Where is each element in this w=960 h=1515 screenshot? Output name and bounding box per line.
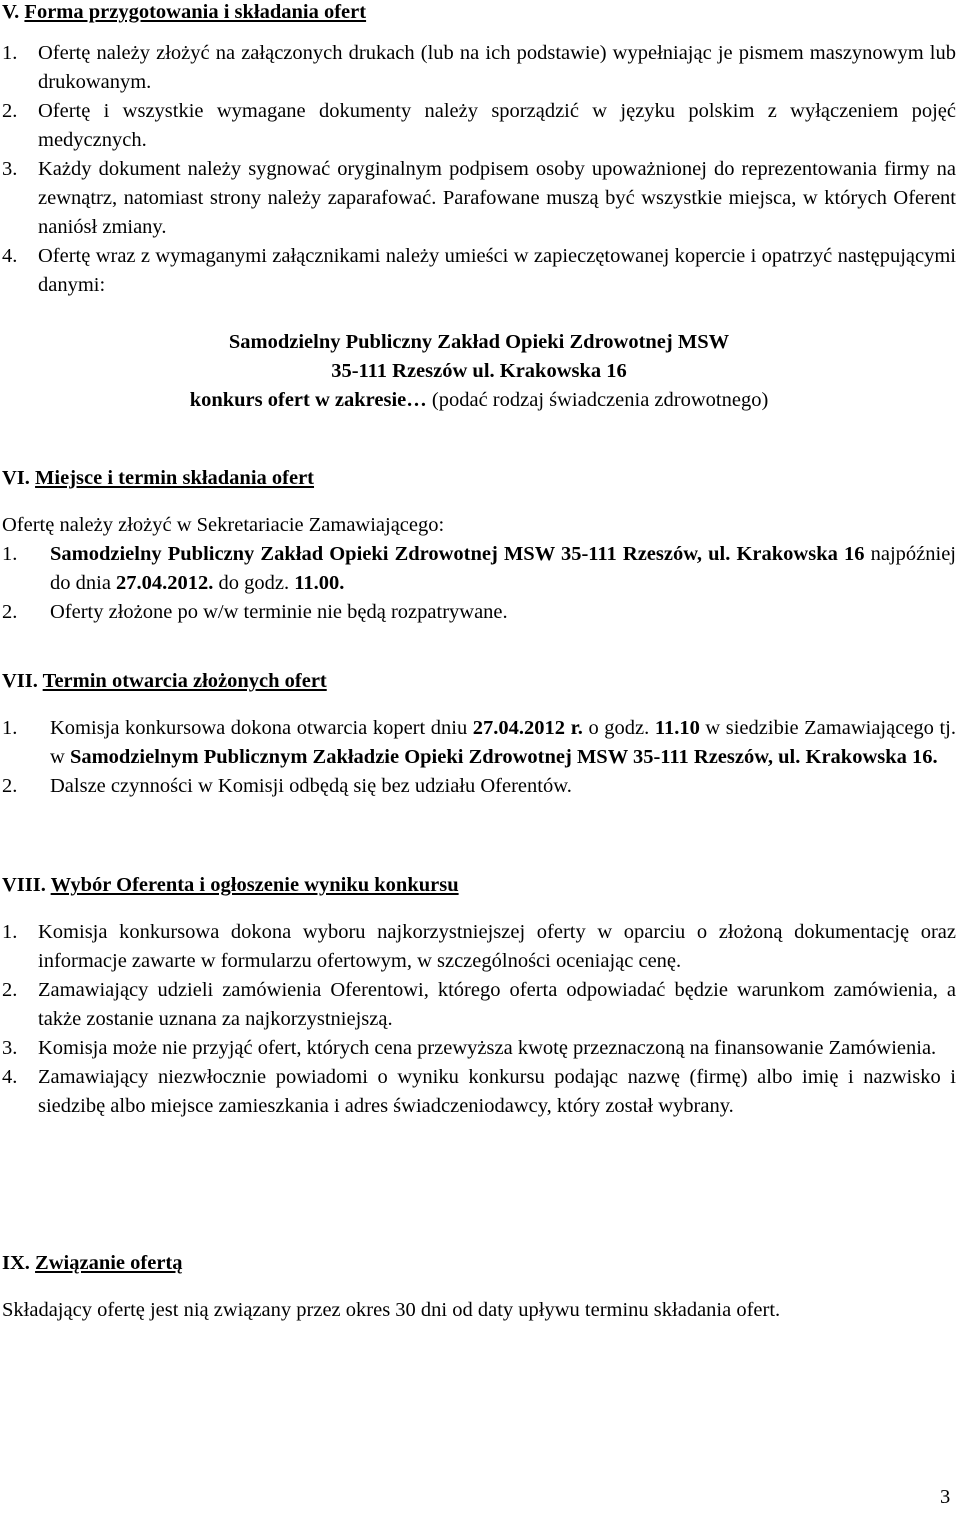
list-item: 2. Zamawiający udzieli zamówienia Oferentowi, którego oferta odpowiadać będzie warunkom zamówienia, a także zostanie uznana za najkorzystniejszą. xyxy=(2,979,956,1030)
list-item: 3. Komisja może nie przyjąć ofert, których cena przewyższa kwotę przeznaczoną na finansowanie Zamówienia. xyxy=(2,1037,937,1059)
section-viii-number: VIII. xyxy=(2,874,46,896)
list-item: 3. Każdy dokument należy sygnować oryginalnym podpisem osoby upoważnionej do reprezentowania firmy na zewnątrz, natomiast strony należy zaparafować. Parafowane muszą być wszystkie miejsca, w których Oferent naniósł zmiany. xyxy=(2,158,956,238)
section-vii-list xyxy=(2,714,956,801)
envelope-label xyxy=(2,328,956,415)
section-v xyxy=(2,0,956,415)
list-item: 4. Ofertę wraz z wymaganymi załącznikami należy umieści w zapieczętowanej kopercie i opatrzyć następującymi danymi: xyxy=(2,245,956,296)
list-item: 2. Ofertę i wszystkie wymagane dokumenty należy sporządzić w języku polskim z wyłączeniem pojęć medycznych. xyxy=(2,100,956,151)
section-viii-title: Wybór Oferenta i ogłoszenie wyniku konkursu xyxy=(50,874,459,896)
section-ix xyxy=(2,1249,956,1325)
section-vii-title: Termin otwarcia złożonych ofert xyxy=(42,670,327,692)
list-item: 1. Samodzielny Publiczny Zakład Opieki Zdrowotnej MSW 35-111 Rzeszów, ul. Krakowska 16 najpóźniej do dnia 27.04.2012. do godz. 11.00. xyxy=(2,543,956,594)
section-viii-heading xyxy=(2,871,956,900)
list-item: 1. Komisja konkursowa dokona otwarcia kopert dniu 27.04.2012 r. o godz. 11.10 w siedzibie Zamawiającego tj. w Samodzielnym Publicznym Zakładzie Opieki Zdrowotnej MSW 35-111 Rzeszów, ul. Krakowska 16. xyxy=(2,717,956,768)
list-item: 1. Ofertę należy złożyć na załączonych drukach (lub na ich podstawie) wypełniając je pismem maszynowym lub drukowanym. xyxy=(2,42,956,93)
section-ix-heading xyxy=(2,1249,956,1278)
section-vi-title: Miejsce i termin składania ofert xyxy=(35,467,315,489)
section-viii-list xyxy=(2,918,956,1121)
section-v-title: Forma przygotowania i składania ofert xyxy=(24,1,367,23)
section-vi-intro: Ofertę należy złożyć w Sekretariacie Zamawiającego: xyxy=(2,514,445,536)
section-v-heading xyxy=(2,0,956,27)
section-vi-list xyxy=(2,540,956,627)
section-vii-heading xyxy=(2,667,956,696)
section-ix-number: IX. xyxy=(2,1252,30,1274)
list-item: 1. Komisja konkursowa dokona wyboru najkorzystniejszej oferty w oparciu o złożoną dokumentację oraz informacje zawarte w formularzu ofertowym, w szczególności oceniając cenę. xyxy=(2,921,956,972)
section-ix-title: Związanie ofertą xyxy=(35,1252,183,1274)
section-vi-heading xyxy=(2,464,956,493)
list-item: 2. Dalsze czynności w Komisji odbędą się bez udziału Oferentów. xyxy=(2,775,572,797)
section-ix-text: Składający ofertę jest nią związany przez okres 30 dni od daty upływu terminu składania ofert. xyxy=(2,1299,781,1321)
section-vi xyxy=(2,464,956,627)
section-vii xyxy=(2,667,956,801)
section-v-number: V. xyxy=(2,1,20,23)
page-number: 3 xyxy=(940,1486,951,1508)
envelope-line-1: Samodzielny Publiczny Zakład Opieki Zdrowotnej MSW xyxy=(228,331,730,353)
list-item: 4. Zamawiający niezwłocznie powiadomi o wyniku konkursu podając nazwę (firmę) albo imię i nazwisko i siedzibę albo miejsce zamieszkania i adres świadczeniodawcy, który został wybrany. xyxy=(2,1066,956,1117)
envelope-line-2: 35-111 Rzeszów ul. Krakowska 16 xyxy=(331,360,627,382)
section-v-list xyxy=(2,39,956,300)
section-viii xyxy=(2,871,956,1121)
envelope-line-3: konkurs ofert w zakresie… (podać rodzaj świadczenia zdrowotnego) xyxy=(189,389,769,411)
list-item: 2. Oferty złożone po w/w terminie nie będą rozpatrywane. xyxy=(2,601,508,623)
section-vi-number: VI. xyxy=(2,467,30,489)
section-vii-number: VII. xyxy=(2,670,38,692)
